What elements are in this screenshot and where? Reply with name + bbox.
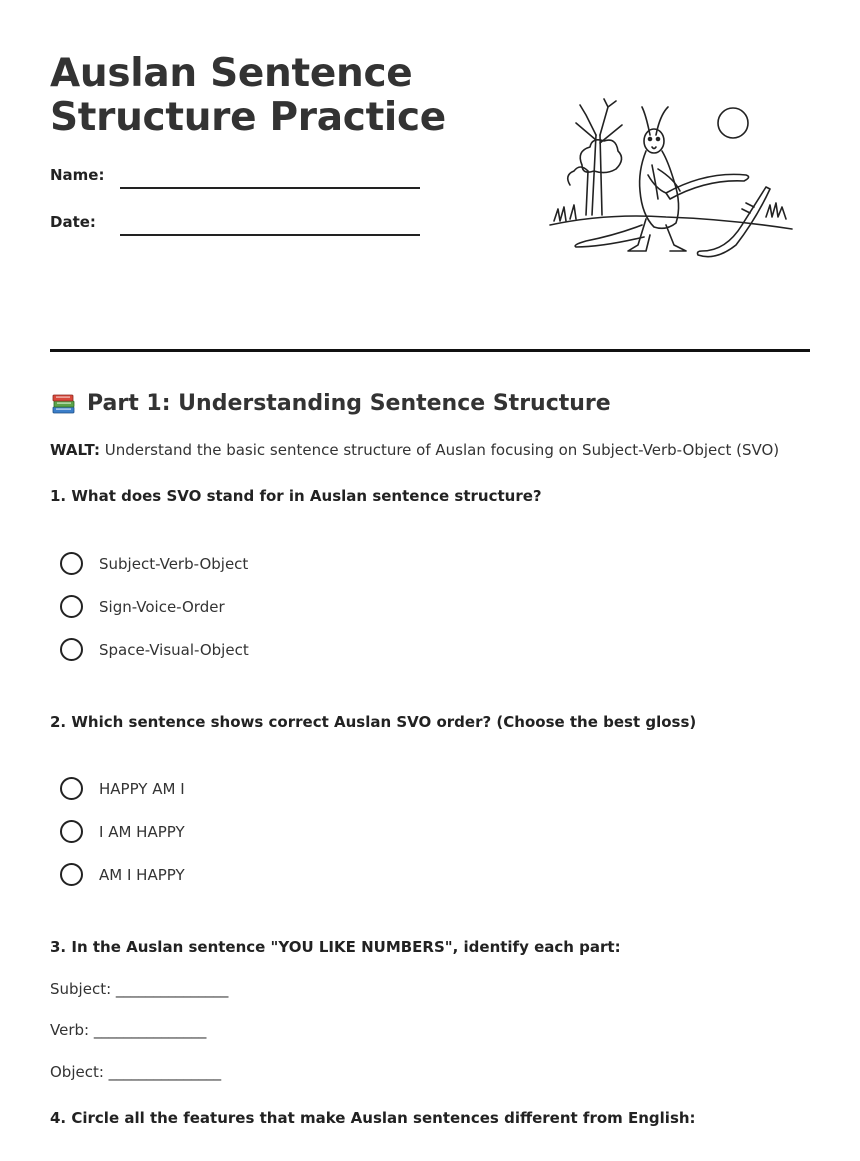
option-label: Space-Visual-Object	[99, 640, 249, 659]
radio-button[interactable]	[60, 638, 83, 661]
q1-option-3[interactable]	[60, 638, 249, 661]
page-title	[50, 52, 446, 140]
radio-button[interactable]	[60, 552, 83, 575]
walt-text: Understand the basic sentence structure of Auslan focusing on Subject-Verb-Object (SVO)	[99, 441, 780, 459]
radio-button[interactable]	[60, 595, 83, 618]
question-3: 3. In the Auslan sentence "YOU LIKE NUMBERS", identify each part:	[50, 938, 621, 956]
date-field[interactable]	[120, 234, 420, 236]
part1-title: Part 1: Understanding Sentence Structure	[87, 391, 611, 416]
question-4: 4. Circle all the features that make Auslan sentences different from English:	[50, 1109, 696, 1127]
option-label: I AM HAPPY	[99, 822, 185, 841]
part1-heading	[50, 390, 611, 417]
name-label: Name:	[50, 166, 105, 184]
option-label: HAPPY AM I	[99, 779, 185, 798]
walt-label: WALT:	[50, 441, 100, 459]
books-icon	[50, 390, 77, 417]
radio-button[interactable]	[60, 777, 83, 800]
question-1: 1. What does SVO stand for in Auslan sentence structure?	[50, 487, 542, 505]
q1-option-2[interactable]	[60, 595, 225, 618]
walt-statement	[50, 441, 779, 459]
name-field[interactable]	[120, 187, 420, 189]
verb-blank[interactable]: Verb: _______________	[50, 1021, 207, 1039]
option-label: AM I HAPPY	[99, 865, 185, 884]
option-label: Sign-Voice-Order	[99, 597, 225, 616]
radio-button[interactable]	[60, 863, 83, 886]
q2-option-3[interactable]	[60, 863, 185, 886]
question-2: 2. Which sentence shows correct Auslan SVO order? (Choose the best gloss)	[50, 713, 697, 731]
title-line-2: Structure Practice	[50, 95, 446, 140]
title-line-1: Auslan Sentence	[50, 51, 413, 96]
kangaroo-illustration	[546, 95, 796, 265]
section-divider	[50, 349, 810, 352]
q2-option-2[interactable]	[60, 820, 185, 843]
option-label: Subject-Verb-Object	[99, 554, 249, 573]
object-blank[interactable]: Object: _______________	[50, 1063, 222, 1081]
radio-button[interactable]	[60, 820, 83, 843]
subject-blank[interactable]: Subject: _______________	[50, 980, 229, 998]
q2-option-1[interactable]	[60, 777, 185, 800]
q1-option-1[interactable]	[60, 552, 248, 575]
date-label: Date:	[50, 213, 96, 231]
